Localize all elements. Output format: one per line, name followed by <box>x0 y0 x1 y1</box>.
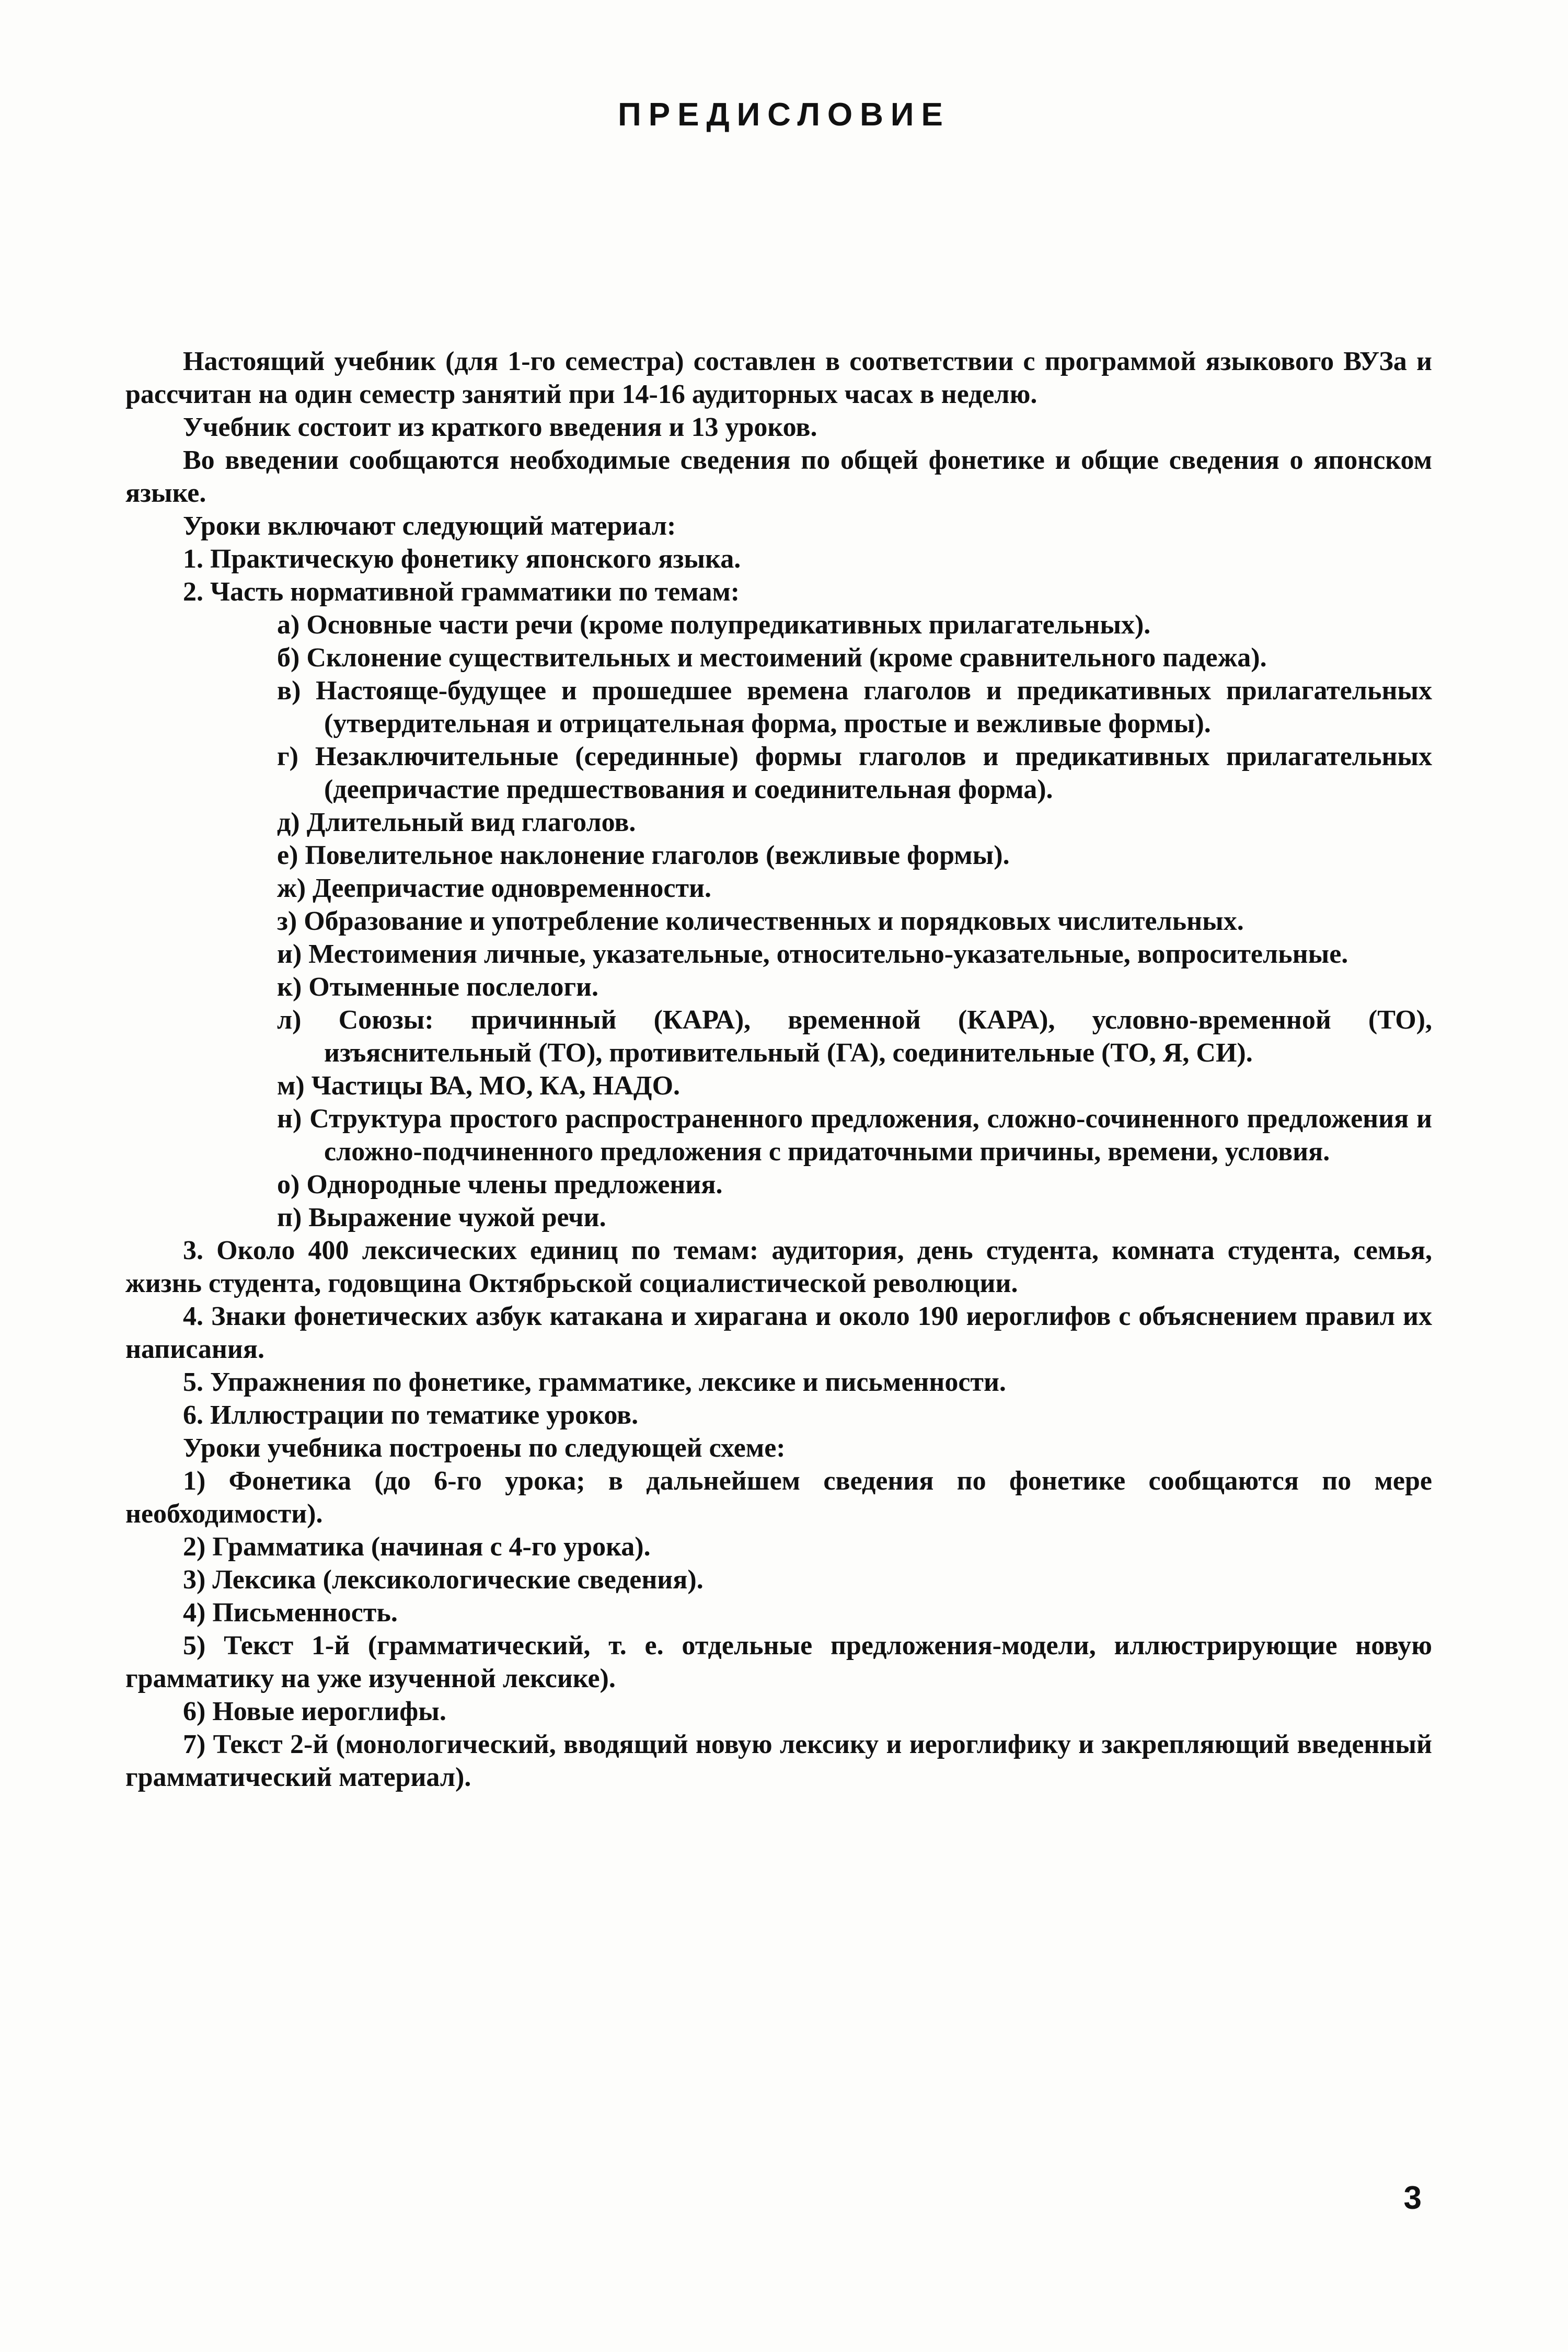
material-item-2: 2. Часть нормативной грамматики по темам: <box>183 577 740 607</box>
scheme-item-4: 4) Письменность. <box>183 1598 398 1628</box>
paragraph-material-lead: Уроки включают следующий материал: <box>183 511 676 541</box>
material-item-3: 3. Около 400 лексических единиц по темам: аудитория, день студента, комната студента, семья, жизнь студента, годовщина Октябрьской социалистической революции. <box>125 1236 1432 1298</box>
paragraph-intro: Настоящий учебник (для 1-го семестра) составлен в соответствии с программой языкового ВУЗа и рассчитан на один семестр занятий при 14-16 аудиторных часах в неделю. <box>125 347 1432 409</box>
scheme-lead: Уроки учебника построены по следующей схеме: <box>183 1433 786 1463</box>
grammar-topic-n: н) Структура простого распространенного предложения, сложно-сочиненного предложения и сложно-подчиненного предложения с придаточными причины, времени, условия. <box>277 1104 1432 1167</box>
scheme-item-5: 5) Текст 1-й (грамматический, т. е. отдельные предложения-модели, иллюстрирующие новую грамматику на уже изученной лексике). <box>125 1631 1432 1693</box>
grammar-topic-v: в) Настояще-будущее и прошедшее времена глаголов и предикативных прилагательных (утвердительная и отрицательная форма, простые и вежливые формы). <box>277 676 1432 739</box>
page-title: ПРЕДИСЛОВИЕ <box>618 97 950 133</box>
grammar-topic-o: о) Однородные члены предложения. <box>277 1170 723 1200</box>
grammar-topic-k: к) Отыменные послелоги. <box>277 972 599 1002</box>
grammar-topic-m: м) Частицы ВА, МО, КА, НАДО. <box>277 1071 681 1101</box>
material-item-1: 1. Практическую фонетику японского языка. <box>183 544 741 574</box>
scheme-item-1: 1) Фонетика (до 6-го урока; в дальнейшем сведения по фонетике сообщаются по мере необходимости). <box>125 1466 1432 1529</box>
grammar-topic-l: л) Союзы: причинный (КАРА), временной (КАРА), условно-временной (ТО), изъяснительный (ТО), противительный (ГА), соединительные (ТО, Я, СИ). <box>277 1005 1432 1068</box>
material-item-4: 4. Знаки фонетических азбук катакана и хирагана и около 190 иероглифов с объяснением правил их написания. <box>125 1301 1432 1364</box>
grammar-topic-i: и) Местоимения личные, указательные, относительно-указательные, вопросительные. <box>277 939 1348 969</box>
scheme-item-7: 7) Текст 2-й (монологический, вводящий новую лексику и иероглифику и закрепляющий введенный грамматический материал). <box>125 1730 1432 1792</box>
material-item-5: 5. Упражнения по фонетике, грамматике, лексике и письменности. <box>183 1367 1006 1397</box>
paragraph-introduction: Во введении сообщаются необходимые сведения по общей фонетике и общие сведения о японском языке. <box>125 445 1432 508</box>
grammar-topic-a: а) Основные части речи (кроме полупредикативных прилагательных). <box>277 610 1151 640</box>
paragraph-structure: Учебник состоит из краткого введения и 13 уроков. <box>183 412 817 442</box>
material-item-6: 6. Иллюстрации по тематике уроков. <box>183 1400 639 1430</box>
scheme-item-3: 3) Лексика (лексикологические сведения). <box>183 1565 704 1595</box>
grammar-topic-e: е) Повелительное наклонение глаголов (вежливые формы). <box>277 840 1010 870</box>
page-number: 3 <box>1403 2180 1422 2216</box>
grammar-topic-z: з) Образование и употребление количественных и порядковых числительных. <box>277 906 1244 936</box>
grammar-topic-p: п) Выражение чужой речи. <box>277 1203 606 1232</box>
grammar-topic-b: б) Склонение существительных и местоимений (кроме сравнительного падежа). <box>277 643 1267 673</box>
grammar-topic-zh: ж) Деепричастие одновременности. <box>277 873 711 903</box>
grammar-topic-d: д) Длительный вид глаголов. <box>277 808 636 837</box>
document-body <box>125 345 1432 1794</box>
grammar-topic-g: г) Незаключительные (серединные) формы глаголов и предикативных прилагательных (деепричастие предшествования и соединительная форма). <box>277 742 1432 804</box>
scheme-item-2: 2) Грамматика (начиная с 4-го урока). <box>183 1532 651 1562</box>
scheme-item-6: 6) Новые иероглифы. <box>183 1697 446 1726</box>
